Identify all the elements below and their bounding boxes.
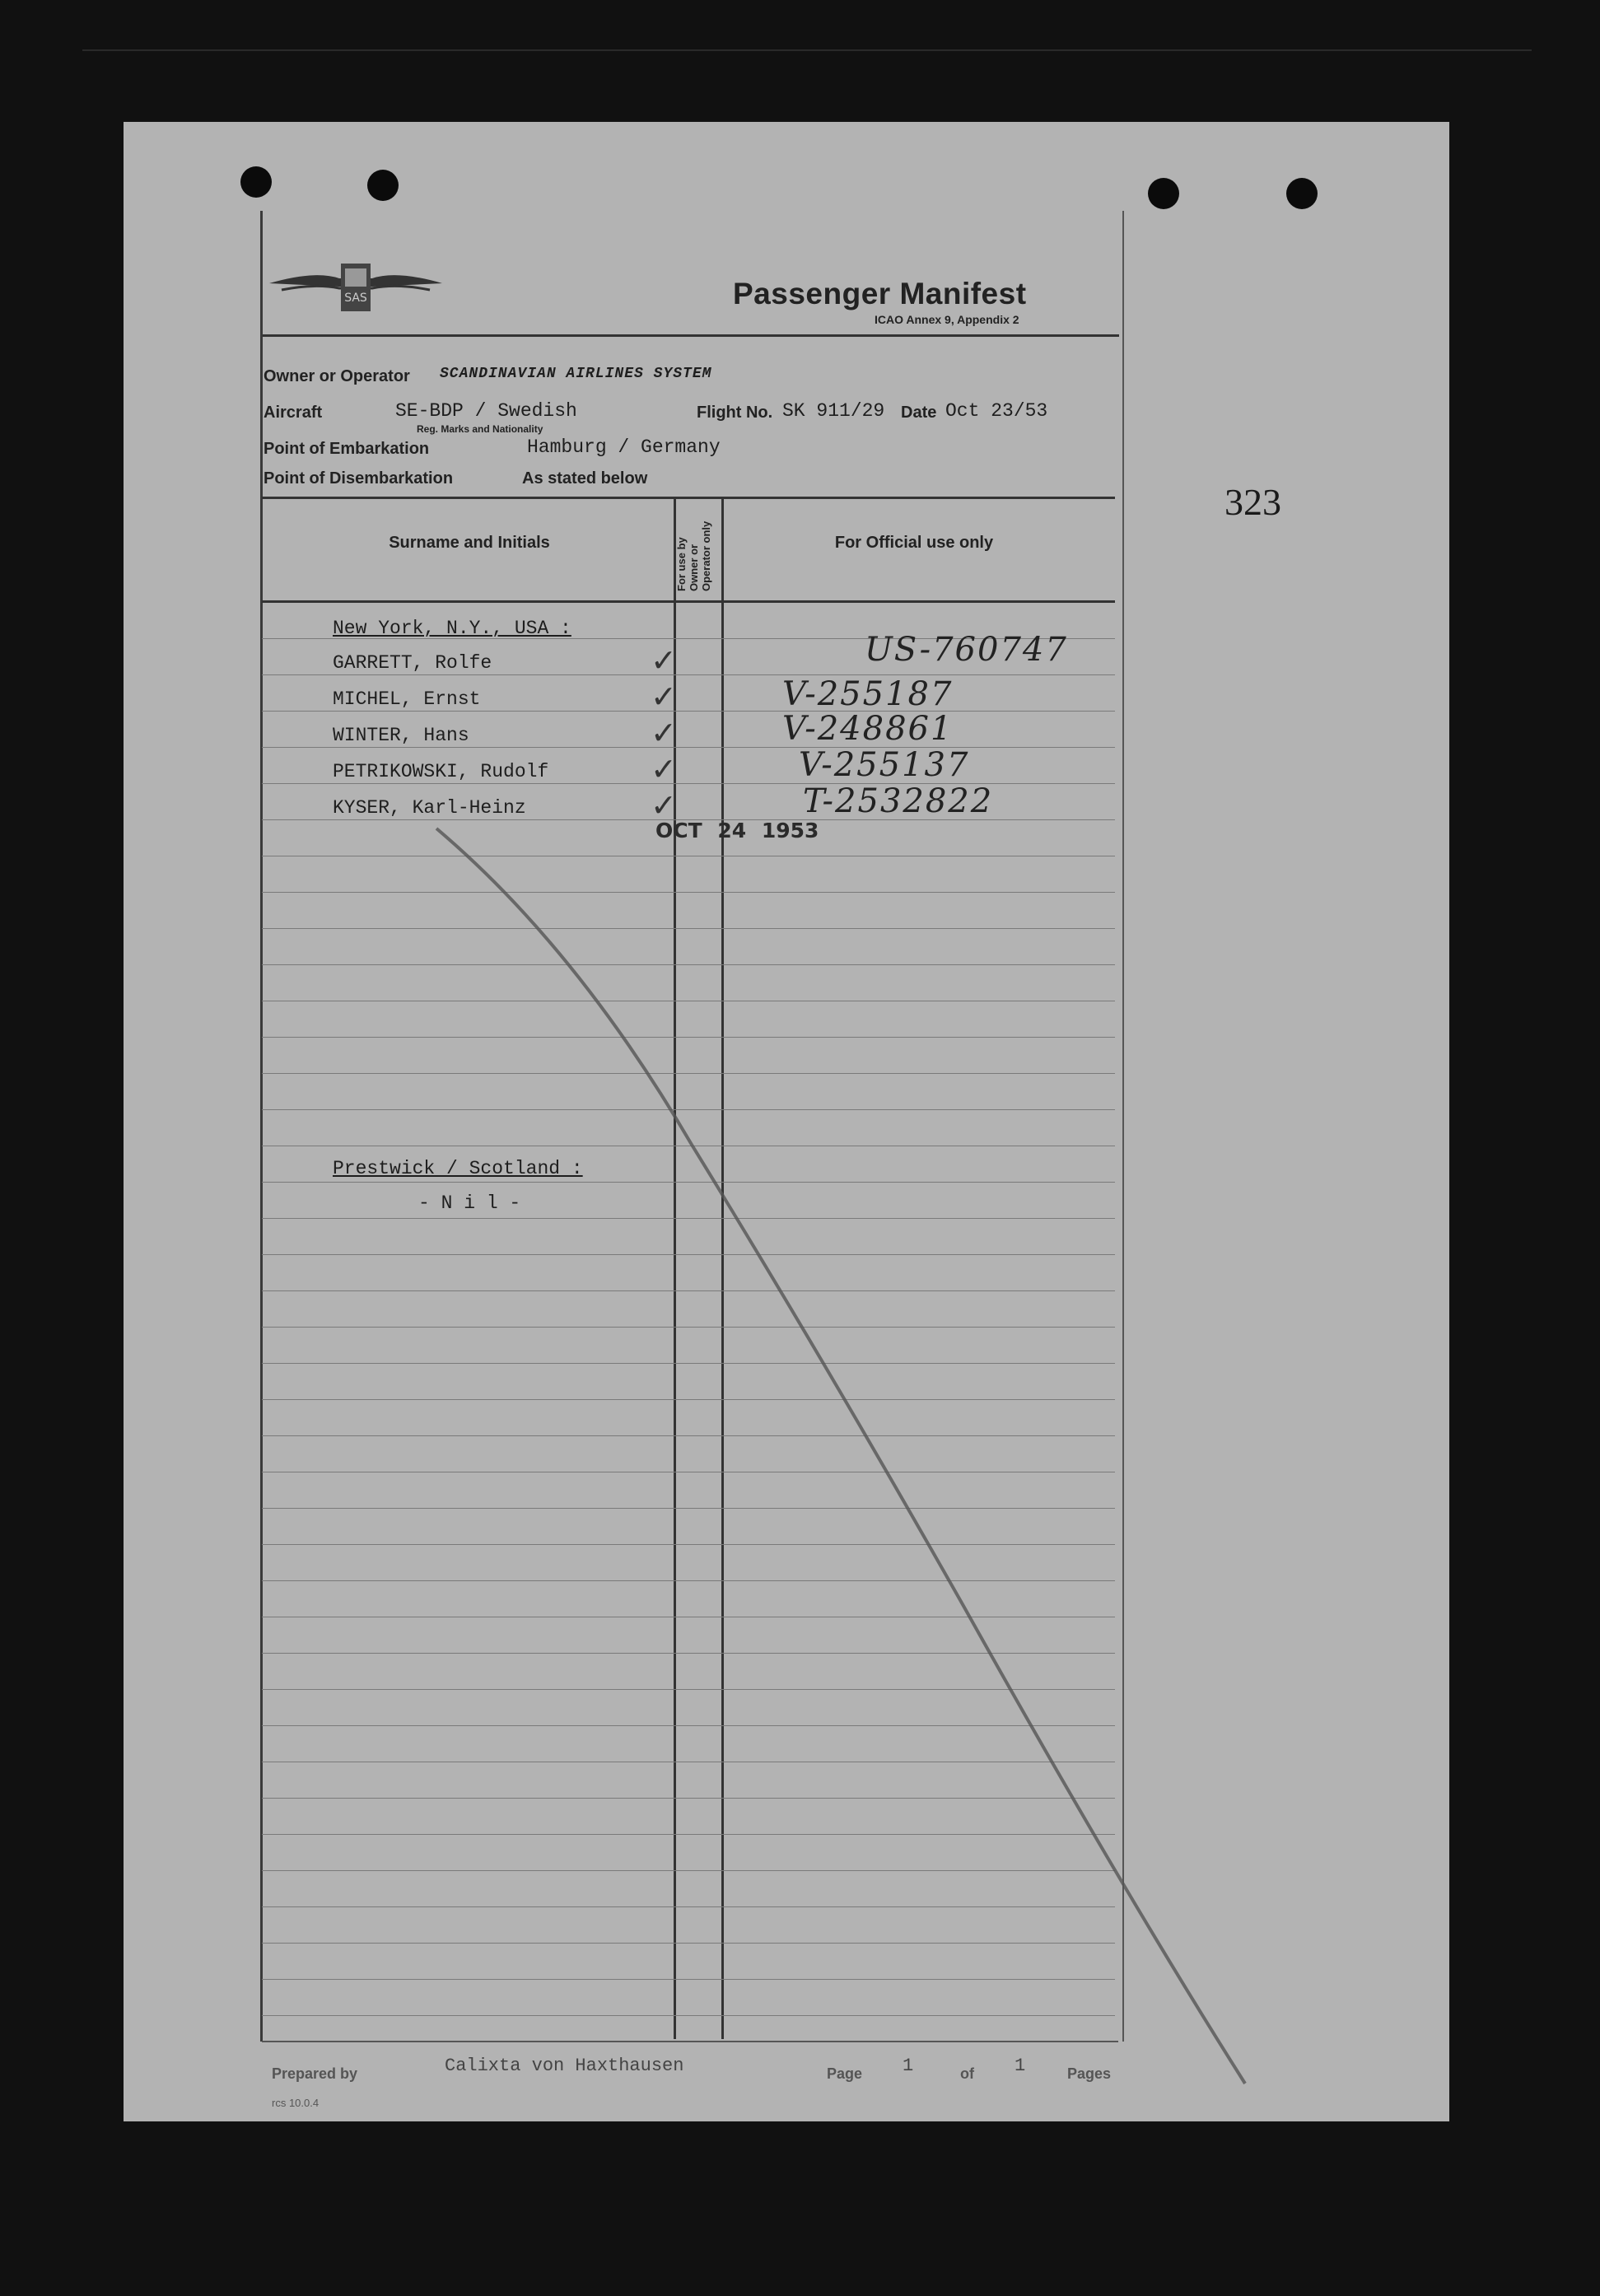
disembark-label: Point of Disembarkation <box>264 469 454 488</box>
check-mark: ✓ <box>651 644 677 679</box>
operator-column-header-1: For use by <box>675 537 688 591</box>
official-column-header: For Official use only <box>834 534 994 552</box>
form-title: Passenger Manifest <box>733 277 1027 310</box>
owner-value: SCANDINAVIAN AIRLINES SYSTEM <box>440 366 712 382</box>
aircraft-note: Reg. Marks and Nationality <box>417 423 543 435</box>
passenger-name: MICHEL, Ernst <box>333 688 481 710</box>
check-mark: ✓ <box>651 789 677 824</box>
official-number: US-760747 <box>865 631 1068 669</box>
footer-rule <box>262 2041 1118 2042</box>
page-label: Page <box>827 2065 863 2082</box>
official-number: T-2532822 <box>803 782 994 820</box>
surname-column-header: Surname and Initials <box>389 534 550 552</box>
destination-heading: Prestwick / Scotland : <box>333 1158 583 1179</box>
operator-column-header-3: Operator only <box>700 520 712 591</box>
page-value: 1 <box>903 2056 914 2076</box>
nil-entry: - N i l - <box>418 1192 521 1214</box>
official-number: V-248861 <box>782 710 954 748</box>
passenger-name: WINTER, Hans <box>333 725 469 746</box>
date-label: Date <box>901 404 937 422</box>
operator-column-header-2: Owner or <box>688 544 700 591</box>
of-value: 1 <box>1015 2056 1026 2076</box>
aircraft-value: SE-BDP / Swedish <box>395 400 577 422</box>
form-code: rcs 10.0.4 <box>272 2097 320 2109</box>
embark-value: Hamburg / Germany <box>527 436 721 458</box>
svg-text:SAS: SAS <box>344 292 367 305</box>
passenger-name: GARRETT, Rolfe <box>333 652 492 674</box>
of-label: of <box>960 2065 974 2082</box>
form-subtitle: ICAO Annex 9, Appendix 2 <box>875 313 1019 326</box>
check-mark: ✓ <box>651 680 677 715</box>
embark-label: Point of Embarkation <box>264 440 430 458</box>
aircraft-label: Aircraft <box>264 404 323 422</box>
date-stamp: OCT 24 1953 <box>655 819 819 842</box>
prepared-label: Prepared by <box>272 2065 358 2082</box>
official-number: V-255137 <box>799 746 970 784</box>
prepared-value: Calixta von Haxthausen <box>445 2056 684 2076</box>
archive-page-number: 323 <box>1224 481 1281 523</box>
pages-label: Pages <box>1067 2065 1112 2082</box>
check-mark: ✓ <box>651 716 677 751</box>
destination-heading: New York, N.Y., USA : <box>333 618 571 639</box>
disembark-value: As stated below <box>522 469 648 488</box>
passenger-name: PETRIKOWSKI, Rudolf <box>333 761 549 782</box>
passenger-name: KYSER, Karl-Heinz <box>333 797 526 819</box>
check-mark: ✓ <box>651 753 677 787</box>
official-number: V-255187 <box>782 675 954 713</box>
flight-label: Flight No. <box>697 404 773 422</box>
date-value: Oct 23/53 <box>945 400 1048 422</box>
flight-value: SK 911/29 <box>782 400 885 422</box>
owner-label: Owner or Operator <box>264 367 410 385</box>
